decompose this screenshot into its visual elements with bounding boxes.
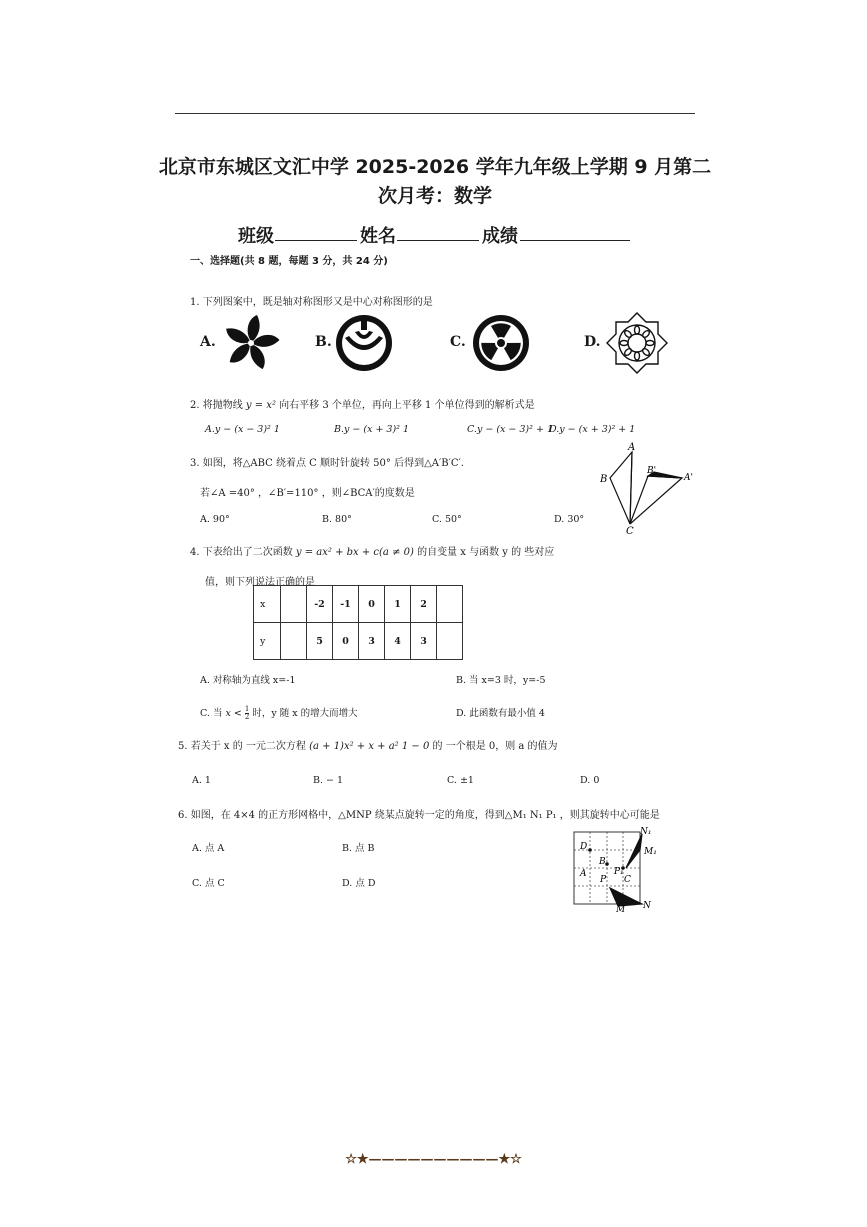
class-blank[interactable] <box>275 240 357 241</box>
q1-option-a-label: A. <box>200 334 216 350</box>
q3-option-a: A. 90° <box>200 514 230 525</box>
q5-stem-equation: (a + 1)x² + x + a² 1 − 0 <box>309 741 430 752</box>
q6-grid-figure <box>566 826 662 916</box>
q3-label-a: A <box>628 442 636 453</box>
table-cell: 0 <box>359 586 385 623</box>
q6-label-b: B <box>599 857 606 867</box>
q4-option-c-prefix: C. 当 <box>200 708 223 719</box>
q4-stem-prefix: 4. 下表给出了二次函数 <box>190 547 293 558</box>
table-cell: 3 <box>359 623 385 660</box>
q5-option-a: A. 1 <box>192 775 211 786</box>
q6-label-n1: N₁ <box>640 827 652 837</box>
table-cell <box>437 586 463 623</box>
q2-stem <box>190 396 535 411</box>
table-cell: 5 <box>307 623 333 660</box>
table-cell <box>437 623 463 660</box>
q6-label-n: N <box>643 901 651 911</box>
q6-label-m1: M₁ <box>644 847 657 857</box>
q2-option-d: D.y − (x + 3)² + 1 <box>549 424 636 435</box>
q6-label-p: P <box>600 875 607 885</box>
q6-option-c: C. 点 C <box>192 878 225 889</box>
emblem-shield-icon <box>333 312 395 374</box>
q4-stem-equation: y = ax² + bx + c(a ≠ 0) <box>295 547 414 558</box>
octagonal-flower-icon <box>604 310 670 376</box>
q3-stem: 3. 如图，将△ABC 绕着点 C 顺时针旋转 50° 后得到△A′B′C′. <box>190 458 464 469</box>
name-blank[interactable] <box>397 240 479 241</box>
q3-label-c: C <box>626 526 634 535</box>
q5-stem-suffix: 的 一个根是 0，则 a 的值为 <box>432 741 558 752</box>
table-cell <box>281 586 307 623</box>
q1-option-c-label: C. <box>450 334 466 350</box>
q3-option-c: C. 50° <box>432 514 462 525</box>
name-label: 姓名 <box>360 226 396 247</box>
top-rule <box>175 113 695 114</box>
table-cell: 2 <box>411 586 437 623</box>
q3-label-b1: B' <box>647 466 657 476</box>
table-cell: 0 <box>333 623 359 660</box>
q4-option-c-fraction <box>245 706 249 721</box>
fraction-denominator: 2 <box>244 713 250 721</box>
q1-option-b-label: B. <box>315 334 332 350</box>
q6-option-b: B. 点 B <box>342 843 375 854</box>
q3-label-b: B <box>600 474 608 485</box>
q2-option-a: A.y − (x − 3)² 1 <box>205 424 280 435</box>
q4-option-c <box>200 705 358 721</box>
q6-option-a: A. 点 A <box>192 843 225 854</box>
q2-option-c: C.y − (x − 3)² + 1 <box>467 424 553 435</box>
q5-stem <box>178 737 558 752</box>
table-row <box>254 623 463 660</box>
q4-stem-line2: 值，则下列说法正确的是 <box>205 577 315 588</box>
q3-option-b: B. 80° <box>322 514 352 525</box>
q1-stem: 1. 下列图案中，既是轴对称图形又是中心对称图形的是 <box>190 297 433 308</box>
q4-option-c-suffix: 时，y 随 x 的增大而增大 <box>252 708 358 719</box>
q4-option-d: D. 此函数有最小值 4 <box>456 708 545 719</box>
q3-rotation-figure <box>592 440 702 535</box>
table-cell <box>281 623 307 660</box>
q4-value-table <box>253 585 463 660</box>
q4-option-c-equation: x < <box>225 708 245 719</box>
q1-option-d-label: D. <box>584 334 601 350</box>
table-cell: 4 <box>385 623 411 660</box>
q6-label-c: C <box>624 875 631 885</box>
q4-stem-suffix: 的自变量 x 与函数 y 的 些对应 <box>417 547 555 558</box>
q3-option-d: D. 30° <box>554 514 585 525</box>
class-label: 班级 <box>238 226 274 247</box>
q4-option-b: B. 当 x=3 时，y=-5 <box>456 675 546 686</box>
q4-option-a: A. 对称轴为直线 x=-1 <box>200 675 296 686</box>
footer-decoration: ☆★——————————★☆ <box>345 1152 522 1167</box>
section-heading: 一、选择题(共 8 题，每题 3 分，共 24 分) <box>190 256 388 267</box>
q6-option-d: D. 点 D <box>342 878 376 889</box>
exam-title-line2: 次月考：数学 <box>377 185 492 207</box>
table-cell: -1 <box>333 586 359 623</box>
q2-stem-prefix: 2. 将抛物线 <box>190 400 243 411</box>
q5-stem-prefix: 5. 若关于 x 的 一元二次方程 <box>178 741 306 752</box>
q4-stem <box>190 543 554 558</box>
table-row <box>254 586 463 623</box>
q3-stem-condition: 若∠A =40° ，∠B′=110° ，则∠BCA′的度数是 <box>200 488 415 499</box>
exam-title-line1: 北京市东城区文汇中学 2025-2026 学年九年级上学期 9 月第二 <box>158 156 712 178</box>
q5-option-d: D. 0 <box>580 775 600 786</box>
q6-label-m: M <box>616 905 626 915</box>
q6-stem: 6. 如图，在 4×4 的正方形网格中，△MNP 绕某点旋转一定的角度，得到△M₁ N₁ P₁ ，则其旋转中心可能是 <box>178 810 660 821</box>
score-label: 成绩 <box>482 226 518 247</box>
radiation-symbol-icon <box>470 312 532 374</box>
table-cell: 1 <box>385 586 411 623</box>
table-cell: -2 <box>307 586 333 623</box>
q2-stem-equation: y = x² <box>245 400 276 411</box>
q5-option-b: B. − 1 <box>313 775 344 786</box>
q3-label-a1: A' <box>684 473 693 483</box>
table-row-label: x <box>254 586 281 623</box>
fraction-numerator: 1 <box>244 705 250 713</box>
q6-label-d: D <box>580 842 588 852</box>
q6-label-p1: P₁ <box>614 867 624 877</box>
q2-option-b: B.y − (x + 3)² 1 <box>334 424 410 435</box>
flower-pinwheel-icon <box>220 312 282 374</box>
q6-label-a: A <box>580 869 587 879</box>
score-blank[interactable] <box>520 240 630 241</box>
table-row-label: y <box>254 623 281 660</box>
q2-stem-suffix: 向右平移 3 个单位，再向上平移 1 个单位得到的解析式是 <box>279 400 535 411</box>
table-cell: 3 <box>411 623 437 660</box>
q5-option-c: C. ±1 <box>447 775 474 786</box>
